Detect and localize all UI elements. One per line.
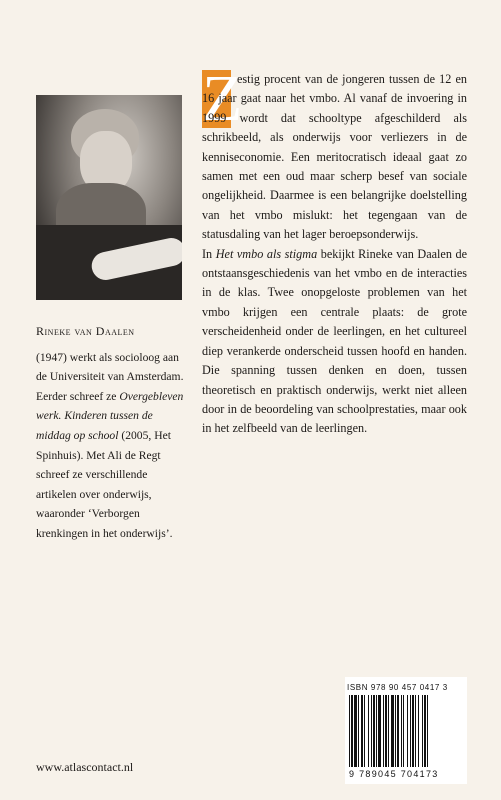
book-title: Het vmbo als stigma xyxy=(215,246,318,261)
isbn-label: ISBN 978 90 457 0417 3 xyxy=(347,683,448,692)
blurb xyxy=(202,62,467,439)
author-bio xyxy=(36,322,186,544)
blurb-paragraph-1: estig procent van de jongeren tussen de 12 en 16 jaar gaat naar het vmbo. Al vanaf de invoering in 1999 wordt dat schooltype afgeschilderd als schrikbeeld, als onderwijs voor verliezers in de kenniseconomie. Een meritocratisch ideaal gaat zo samen met een oud maar scherp besef van sociale ongelijkheid. Daarmee is een belangrijke doelstelling van het vmbo mislukt: het tegengaan van de statusdaling van het lager beroepsonderwijs. xyxy=(202,72,467,242)
publisher-website: www.atlascontact.nl xyxy=(36,760,134,774)
drop-cap: Z xyxy=(202,62,243,135)
blurb-paragraph-2: In Het vmbo als stigma bekijkt Rineke van Daalen de ontstaansgeschiedenis van het vmbo en de interacties in de klas. Twee onopgeloste problemen van het vmbo krijgen een centrale plaats: de grote verscheidenheid onder de leerlingen, en het cultureel diep verankerde onderscheid tussen hoofd en handen. Die spanning tussen denken en doen, tussen theoretisch en praktisch onderwijs, werkt niet alleen door in de beoordeling van schoolprestaties, maar ook in het zelfbeeld van de leerlingen. xyxy=(202,246,467,436)
author-bio-text: (1947) werkt als socioloog aan de Universiteit van Amsterdam. Eerder schreef ze Overgebleven werk. Kinderen tussen de middag op school (2005, Het Spinhuis). Met Ali de Regt schreef ze verschillende artikelen over onderwijs, waaronder ‘Verborgen krenkingen in het onderwijs’. xyxy=(36,350,184,540)
barcode-digits: 9 789045 704173 xyxy=(349,769,439,779)
author-name: Rineke van Daalen xyxy=(36,324,135,338)
author-photo xyxy=(36,95,182,300)
barcode-block xyxy=(345,677,467,784)
barcode-bars xyxy=(348,695,464,767)
